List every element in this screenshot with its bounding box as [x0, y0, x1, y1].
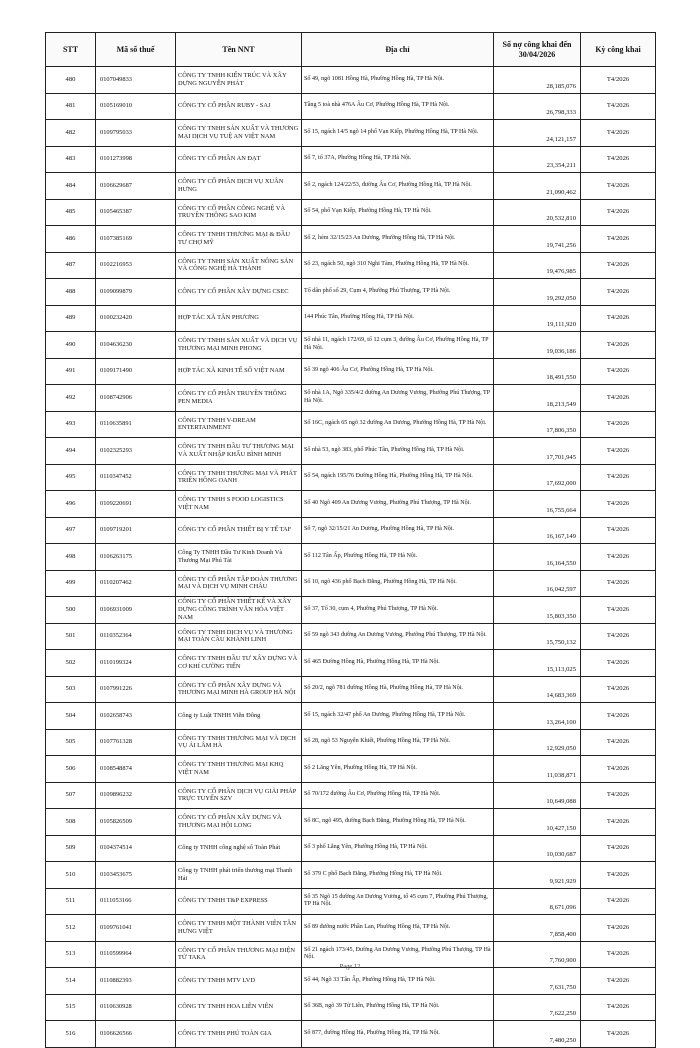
row-stt: 481	[46, 93, 96, 120]
row-disclosure-period: T4/2026	[581, 650, 656, 677]
row-tax-code: 0104636230	[96, 332, 176, 359]
row-disclosure-period: T4/2026	[581, 623, 656, 650]
row-tax-code: 0109795033	[96, 120, 176, 147]
row-disclosure-period: T4/2026	[581, 358, 656, 385]
row-address: Số 8C, ngõ 495, đường Bạch Đằng, Phường Hồng Hà, TP Hà Nội.	[302, 809, 494, 836]
row-disclosure-period: T4/2026	[581, 199, 656, 226]
table-row	[46, 570, 656, 597]
row-tax-code: 0110882393	[96, 968, 176, 995]
table-row	[46, 835, 656, 862]
table-row	[46, 782, 656, 809]
row-debt-amount: 9,921,929	[494, 862, 581, 889]
row-tax-code: 0110635891	[96, 411, 176, 438]
row-disclosure-period: T4/2026	[581, 862, 656, 889]
row-address: Số 3 phố Lăng Yên, Phường Hồng Hà, TP Hà Nội.	[302, 835, 494, 862]
table-header-row	[46, 33, 656, 67]
row-debt-amount: 17,806,350	[494, 411, 581, 438]
row-address: Số nhà 53, ngõ 383, phố Phúc Tân, Phường Hồng Hà, TP Hà Nội.	[302, 438, 494, 465]
row-debt-amount: 16,042,597	[494, 570, 581, 597]
row-taxpayer-name: CÔNG TY CỔ PHẦN XÂY DỰNG VÀ THƯƠNG MẠI HỘI LONG	[176, 809, 302, 836]
row-debt-amount: 15,750,132	[494, 623, 581, 650]
table-row	[46, 93, 656, 120]
table-row	[46, 358, 656, 385]
row-taxpayer-name: CÔNG TY TNHH DỊCH VỤ VÀ THƯƠNG MẠI TOÀN CẦU KHÁNH LINH	[176, 623, 302, 650]
row-address: Số nhà 1A, Ngõ 335/4/2 đường An Dương Vương, Phường Phú Thượng, TP Hà Nội.	[302, 385, 494, 412]
row-debt-amount: 14,683,369	[494, 676, 581, 703]
row-debt-amount: 7,622,250	[494, 994, 581, 1021]
row-disclosure-period: T4/2026	[581, 67, 656, 94]
row-disclosure-period: T4/2026	[581, 915, 656, 942]
row-tax-code: 0105826509	[96, 809, 176, 836]
row-debt-amount: 26,798,333	[494, 93, 581, 120]
row-stt: 515	[46, 994, 96, 1021]
row-taxpayer-name: CÔNG TY TNHH ĐẦU TƯ THƯƠNG MẠI VÀ XUẤT NHẬP KHẨU BÌNH MINH	[176, 438, 302, 465]
row-tax-code: 0110630928	[96, 994, 176, 1021]
row-stt: 494	[46, 438, 96, 465]
row-tax-code: 0108548874	[96, 756, 176, 783]
row-disclosure-period: T4/2026	[581, 385, 656, 412]
row-taxpayer-name: Công Ty TNHH Đầu Tư Kinh Doanh Và Thương Mại Phú Tài	[176, 544, 302, 571]
row-tax-code: 0101273998	[96, 146, 176, 173]
table-row	[46, 809, 656, 836]
row-stt: 505	[46, 729, 96, 756]
row-debt-amount: 19,036,186	[494, 332, 581, 359]
row-tax-code: 0110199324	[96, 650, 176, 677]
row-taxpayer-name: CÔNG TY TNHH THƯƠNG MẠI VÀ PHÁT TRIỂN HỒNG OANH	[176, 464, 302, 491]
row-tax-code: 0109719201	[96, 517, 176, 544]
table-row	[46, 226, 656, 253]
row-disclosure-period: T4/2026	[581, 968, 656, 995]
row-address: Số 37, Tổ 30, cụm 4, Phường Phú Thượng, TP Hà Nội.	[302, 597, 494, 624]
row-disclosure-period: T4/2026	[581, 438, 656, 465]
row-taxpayer-name: CÔNG TY CỔ PHẦN AN ĐẠT	[176, 146, 302, 173]
table-row	[46, 385, 656, 412]
row-stt: 514	[46, 968, 96, 995]
row-taxpayer-name: Công ty TNHH công nghệ số Toàn Phát	[176, 835, 302, 862]
row-stt: 501	[46, 623, 96, 650]
page-footer: Page 12	[339, 963, 361, 970]
table-body	[46, 67, 656, 1048]
row-address: Số 44, Ngõ 33 Tân Ấp, Phường Hồng Hà, TP Hà Nội.	[302, 968, 494, 995]
row-debt-amount: 20,532,810	[494, 199, 581, 226]
row-taxpayer-name: CÔNG TY TNHH MTV LVD	[176, 968, 302, 995]
row-taxpayer-name: CÔNG TY CỔ PHẦN THIẾT BỊ Y TẾ TAF	[176, 517, 302, 544]
row-tax-code: 0110207462	[96, 570, 176, 597]
row-tax-code: 0106629687	[96, 173, 176, 200]
row-stt: 488	[46, 279, 96, 306]
row-debt-amount: 28,185,076	[494, 67, 581, 94]
row-address: Số 16C, ngách 65 ngõ 32 đường An Dương, Phường Hồng Hà, TP Hà Nội.	[302, 411, 494, 438]
row-debt-amount: 10,427,150	[494, 809, 581, 836]
row-disclosure-period: T4/2026	[581, 226, 656, 253]
row-address: Tổ dân phố số 29, Cụm 4, Phường Phú Thượng, TP Hà Nội.	[302, 279, 494, 306]
row-stt: 503	[46, 676, 96, 703]
row-debt-amount: 19,292,050	[494, 279, 581, 306]
row-tax-code: 0109761041	[96, 915, 176, 942]
row-stt: 507	[46, 782, 96, 809]
row-debt-amount: 10,030,687	[494, 835, 581, 862]
row-taxpayer-name: HỢP TÁC XÃ TÂN PHƯƠNG	[176, 305, 302, 332]
row-stt: 506	[46, 756, 96, 783]
row-taxpayer-name: CÔNG TY CỔ PHẦN CÔNG NGHỆ VÀ TRUYỀN THÔNG SAO KIM	[176, 199, 302, 226]
row-address: Số 465 Đường Hồng Hà, Phường Hồng Hà, TP Hà Nội.	[302, 650, 494, 677]
row-disclosure-period: T4/2026	[581, 597, 656, 624]
row-debt-amount: 15,803,350	[494, 597, 581, 624]
row-stt: 500	[46, 597, 96, 624]
row-debt-amount: 18,491,550	[494, 358, 581, 385]
row-address: Số 877, đường Hồng Hà, Phường Hồng Hà, TP Hà Nội.	[302, 1021, 494, 1048]
table-row	[46, 517, 656, 544]
row-disclosure-period: T4/2026	[581, 146, 656, 173]
row-debt-amount: 23,354,211	[494, 146, 581, 173]
row-address: Số 40 Ngõ 409 An Dương Vương, Phường Phú Thượng, TP Hà Nội.	[302, 491, 494, 518]
table-row	[46, 252, 656, 279]
row-debt-amount: 7,480,250	[494, 1021, 581, 1048]
row-disclosure-period: T4/2026	[581, 570, 656, 597]
row-disclosure-period: T4/2026	[581, 782, 656, 809]
header-taxpayer-name: Tên NNT	[176, 33, 302, 67]
row-tax-code: 0111053166	[96, 888, 176, 915]
table-row	[46, 1021, 656, 1048]
row-address: Số 70/172 đường Âu Cơ, Phường Hồng Hà, TP Hà Nội.	[302, 782, 494, 809]
row-tax-code: 0105169010	[96, 93, 176, 120]
row-taxpayer-name: CÔNG TY TNHH HOA LIÊN VIÊN	[176, 994, 302, 1021]
row-taxpayer-name: CÔNG TY TNHH THƯƠNG MẠI & ĐẦU TƯ CHỢ MỸ	[176, 226, 302, 253]
row-stt: 485	[46, 199, 96, 226]
row-tax-code: 0110347452	[96, 464, 176, 491]
row-disclosure-period: T4/2026	[581, 332, 656, 359]
row-debt-amount: 7,760,900	[494, 941, 581, 968]
header-stt: STT	[46, 33, 96, 67]
row-taxpayer-name: CÔNG TY TNHH V-DREAM ENTERTAINMENT	[176, 411, 302, 438]
row-disclosure-period: T4/2026	[581, 252, 656, 279]
row-stt: 512	[46, 915, 96, 942]
row-disclosure-period: T4/2026	[581, 888, 656, 915]
row-stt: 508	[46, 809, 96, 836]
table-row	[46, 623, 656, 650]
header-address: Địa chỉ	[302, 33, 494, 67]
row-disclosure-period: T4/2026	[581, 941, 656, 968]
row-address: Số 54, phố Vạn Kiếp, Phường Hồng Hà, TP Hà Nội.	[302, 199, 494, 226]
row-disclosure-period: T4/2026	[581, 93, 656, 120]
table-row	[46, 305, 656, 332]
row-stt: 482	[46, 120, 96, 147]
row-stt: 496	[46, 491, 96, 518]
row-debt-amount: 19,741,256	[494, 226, 581, 253]
table-row	[46, 968, 656, 995]
table-row	[46, 703, 656, 730]
header-disclosure-period: Kỳ công khai	[581, 33, 656, 67]
row-tax-code: 0102325293	[96, 438, 176, 465]
table-row	[46, 491, 656, 518]
row-debt-amount: 17,692,000	[494, 464, 581, 491]
row-tax-code: 0100232420	[96, 305, 176, 332]
row-debt-amount: 13,264,100	[494, 703, 581, 730]
row-address: 144 Phúc Tân, Phường Hồng Hà, TP Hà Nội.	[302, 305, 494, 332]
row-tax-code: 0107049833	[96, 67, 176, 94]
row-address: Số 15, ngách 14/5 ngõ 14 phố Vạn Kiếp, Phường Hồng Hà, TP Hà Nội.	[302, 120, 494, 147]
row-debt-amount: 19,111,920	[494, 305, 581, 332]
row-address: Số 112 Tân Ấp, Phường Hồng Hà, TP Hà Nội.	[302, 544, 494, 571]
row-address: Tầng 5 toà nhà 476A Âu Cơ, Phường Hồng Hà, TP Hà Nội.	[302, 93, 494, 120]
row-tax-code: 0108742906	[96, 385, 176, 412]
table-row	[46, 888, 656, 915]
row-tax-code: 0102658743	[96, 703, 176, 730]
row-debt-amount: 16,167,149	[494, 517, 581, 544]
header-tax-code: Mã số thuế	[96, 33, 176, 67]
table-row	[46, 146, 656, 173]
row-stt: 480	[46, 67, 96, 94]
row-taxpayer-name: Công ty Luật TNHH Viễn Đông	[176, 703, 302, 730]
row-taxpayer-name: CÔNG TY CỔ PHẦN THIẾT KẾ VÀ XÂY DỰNG CÔNG TRÌNH VĂN HÓA VIỆT NAM	[176, 597, 302, 624]
row-taxpayer-name: CÔNG TY CỔ PHẦN DỊCH VỤ GIẢI PHÁP TRỰC TUYẾN SZV	[176, 782, 302, 809]
row-disclosure-period: T4/2026	[581, 994, 656, 1021]
row-stt: 511	[46, 888, 96, 915]
row-disclosure-period: T4/2026	[581, 544, 656, 571]
row-debt-amount: 11,038,871	[494, 756, 581, 783]
row-taxpayer-name: CÔNG TY TNHH MỘT THÀNH VIÊN TÂN HƯNG VIỆT	[176, 915, 302, 942]
table-row	[46, 279, 656, 306]
row-debt-amount: 15,113,025	[494, 650, 581, 677]
row-tax-code: 0106626566	[96, 1021, 176, 1048]
row-debt-amount: 12,929,050	[494, 729, 581, 756]
row-taxpayer-name: CÔNG TY CỔ PHẦN XÂY DỰNG CSEC	[176, 279, 302, 306]
row-address: Số 2 Lăng Yên, Phường Hồng Hà, TP Hà Nội.	[302, 756, 494, 783]
row-debt-amount: 7,631,750	[494, 968, 581, 995]
row-disclosure-period: T4/2026	[581, 491, 656, 518]
table-row	[46, 67, 656, 94]
row-taxpayer-name: HỢP TÁC XÃ KINH TẾ SỐ VIỆT NAM	[176, 358, 302, 385]
row-address: Số 39 ngõ 406 Âu Cơ, Phường Hồng Hà, TP Hà Nội.	[302, 358, 494, 385]
row-tax-code: 0109171490	[96, 358, 176, 385]
row-address: Số 28, ngõ 53 Nguyễn Khiết, Phường Hồng Hà, TP Hà Nội.	[302, 729, 494, 756]
row-stt: 489	[46, 305, 96, 332]
row-disclosure-period: T4/2026	[581, 305, 656, 332]
row-tax-code: 0107385169	[96, 226, 176, 253]
row-stt: 509	[46, 835, 96, 862]
table-row	[46, 650, 656, 677]
row-taxpayer-name: Công ty TNHH phát triển thương mại Thanh Hải	[176, 862, 302, 889]
header-debt-amount: Số nợ công khai đến 30/04/2026	[494, 33, 581, 67]
row-stt: 510	[46, 862, 96, 889]
row-debt-amount: 17,701,945	[494, 438, 581, 465]
row-taxpayer-name: CÔNG TY CỔ PHẦN TẬP ĐOÀN THƯƠNG MẠI VÀ DỊCH VỤ MINH CHÂU	[176, 570, 302, 597]
row-debt-amount: 7,858,400	[494, 915, 581, 942]
row-address: Số 59 ngõ 343 đường An Dương Vương, Phường Phú Thượng, TP Hà Nội.	[302, 623, 494, 650]
row-address: Số 89 đường nước Phần Lan, Phường Hồng Hà, TP Hà Nội.	[302, 915, 494, 942]
row-stt: 498	[46, 544, 96, 571]
table-row	[46, 199, 656, 226]
row-stt: 491	[46, 358, 96, 385]
row-address: Số 23, ngách 50, ngõ 310 Nghi Tàm, Phường Hồng Hà, TP Hà Nội.	[302, 252, 494, 279]
row-stt: 483	[46, 146, 96, 173]
row-address: Số 20/2, ngõ 781 đường Hồng Hà, Phường Hồng Hà, TP Hà Nội.	[302, 676, 494, 703]
row-address: Số 36B, ngõ 39 Từ Liên, Phường Hồng Hà, TP Hà Nội.	[302, 994, 494, 1021]
row-debt-amount: 19,476,985	[494, 252, 581, 279]
table-row	[46, 332, 656, 359]
row-address: Số 15, ngách 32/47 phố An Dương, Phường Hồng Hà, TP Hà Nội.	[302, 703, 494, 730]
row-tax-code: 0105465387	[96, 199, 176, 226]
row-disclosure-period: T4/2026	[581, 279, 656, 306]
row-disclosure-period: T4/2026	[581, 703, 656, 730]
row-tax-code: 0110352364	[96, 623, 176, 650]
table-row	[46, 464, 656, 491]
row-stt: 493	[46, 411, 96, 438]
row-stt: 492	[46, 385, 96, 412]
row-tax-code: 0109220691	[96, 491, 176, 518]
row-stt: 497	[46, 517, 96, 544]
row-debt-amount: 16,755,664	[494, 491, 581, 518]
row-disclosure-period: T4/2026	[581, 1021, 656, 1048]
row-stt: 502	[46, 650, 96, 677]
table-row	[46, 544, 656, 571]
row-taxpayer-name: CÔNG TY CỔ PHẦN DỊCH VỤ XUÂN HƯNG	[176, 173, 302, 200]
row-address: Số 35 Ngõ 15 đường An Dương Vương, tổ 45 cụm 7, Phường Phú Thượng, TP Hà Nội.	[302, 888, 494, 915]
row-stt: 495	[46, 464, 96, 491]
row-taxpayer-name: CÔNG TY CỔ PHẦN THƯƠNG MẠI ĐIỆN TỬ TAKA	[176, 941, 302, 968]
row-tax-code: 0109896232	[96, 782, 176, 809]
row-stt: 499	[46, 570, 96, 597]
row-disclosure-period: T4/2026	[581, 835, 656, 862]
table-row	[46, 915, 656, 942]
row-tax-code: 0103453675	[96, 862, 176, 889]
row-debt-amount: 10,649,088	[494, 782, 581, 809]
row-disclosure-period: T4/2026	[581, 517, 656, 544]
row-debt-amount: 18,213,549	[494, 385, 581, 412]
table-row	[46, 173, 656, 200]
table-row	[46, 756, 656, 783]
row-stt: 490	[46, 332, 96, 359]
row-tax-code: 0106931009	[96, 597, 176, 624]
row-address: Số 21 ngách 173/45, Đường An Dương Vương, Phường Phú Thượng, TP Hà Nội.	[302, 941, 494, 968]
row-taxpayer-name: CÔNG TY TNHH SẢN XUẤT VÀ DỊCH VỤ THƯƠNG MẠI MINH PHONG	[176, 332, 302, 359]
row-disclosure-period: T4/2026	[581, 120, 656, 147]
row-disclosure-period: T4/2026	[581, 729, 656, 756]
table-row	[46, 597, 656, 624]
row-debt-amount: 16,164,550	[494, 544, 581, 571]
row-taxpayer-name: CÔNG TY CỔ PHẦN TRUYỀN THÔNG PEN MEDIA	[176, 385, 302, 412]
row-tax-code: 0107991226	[96, 676, 176, 703]
row-taxpayer-name: CÔNG TY CỔ PHẦN XÂY DỰNG VÀ THƯƠNG MẠI MINH HÀ GROUP HÀ NỘI	[176, 676, 302, 703]
row-address: Số 7, ngõ 32/15/21 An Dương, Phường Hồng Hà, TP Hà Nội.	[302, 517, 494, 544]
row-taxpayer-name: CÔNG TY TNHH ĐẦU TƯ XÂY DỰNG VÀ CƠ KHÍ CƯỜNG TIẾN	[176, 650, 302, 677]
row-address: Số 2, ngách 124/22/53, đường Âu Cơ, Phường Hồng Hà, TP Hà Nội.	[302, 173, 494, 200]
table-row	[46, 729, 656, 756]
row-debt-amount: 8,671,096	[494, 888, 581, 915]
row-stt: 516	[46, 1021, 96, 1048]
row-stt: 484	[46, 173, 96, 200]
row-taxpayer-name: CÔNG TY TNHH S FOOD LOGISTICS VIỆT NAM	[176, 491, 302, 518]
row-tax-code: 0110599964	[96, 941, 176, 968]
table-row	[46, 862, 656, 889]
row-tax-code: 0107761328	[96, 729, 176, 756]
row-address: Số 2, hẻm 32/15/23 An Dương, Phường Hồng Hà, TP Hà Nội.	[302, 226, 494, 253]
row-stt: 486	[46, 226, 96, 253]
row-disclosure-period: T4/2026	[581, 173, 656, 200]
row-taxpayer-name: CÔNG TY TNHH T&P EXPRESS	[176, 888, 302, 915]
row-address: Số 49, ngõ 1081 Hồng Hà, Phường Hồng Hà, TP Hà Nội.	[302, 67, 494, 94]
tax-debt-table	[45, 32, 656, 1048]
row-tax-code: 0106263175	[96, 544, 176, 571]
row-disclosure-period: T4/2026	[581, 809, 656, 836]
row-debt-amount: 24,121,157	[494, 120, 581, 147]
row-tax-code: 0109099879	[96, 279, 176, 306]
row-disclosure-period: T4/2026	[581, 411, 656, 438]
row-stt: 487	[46, 252, 96, 279]
document-sheet	[45, 32, 655, 1048]
table-row	[46, 994, 656, 1021]
row-address: Số 379 C phố Bạch Đằng, Phường Hồng Hà, TP Hà Nội.	[302, 862, 494, 889]
row-stt: 504	[46, 703, 96, 730]
row-taxpayer-name: CÔNG TY CỔ PHẦN RUBY - SAJ	[176, 93, 302, 120]
row-taxpayer-name: CÔNG TY TNHH SẢN XUẤT NÔNG SẢN VÀ CÔNG NGHỆ HÀ THÀNH	[176, 252, 302, 279]
table-row	[46, 120, 656, 147]
row-disclosure-period: T4/2026	[581, 676, 656, 703]
row-debt-amount: 21,090,462	[494, 173, 581, 200]
row-address: Số 54, ngách 195/76 Đường Hồng Hà, Phường Hồng Hà, TP Hà Nội.	[302, 464, 494, 491]
row-taxpayer-name: CÔNG TY TNHH THƯƠNG MẠI VÀ DỊCH VỤ ÁI LÂM HÀ	[176, 729, 302, 756]
table-row	[46, 411, 656, 438]
row-address: Số 10, ngõ 436 phố Bạch Đằng, Phường Hồng Hà, TP Hà Nội.	[302, 570, 494, 597]
row-taxpayer-name: CÔNG TY TNHH KIẾN TRÚC VÀ XÂY DỰNG NGUYỄN PHÁT	[176, 67, 302, 94]
row-taxpayer-name: CÔNG TY TNHH PHÚ TOÀN GIA	[176, 1021, 302, 1048]
row-tax-code: 0102216953	[96, 252, 176, 279]
row-taxpayer-name: CÔNG TY TNHH THƯƠNG MẠI KHQ VIỆT NAM	[176, 756, 302, 783]
row-address: Số nhà 11, ngách 172/69, tổ 12 cụm 3, đường Âu Cơ, Phường Hồng Hà, TP Hà Nội.	[302, 332, 494, 359]
row-stt: 513	[46, 941, 96, 968]
row-address: Số 7, tổ 37A, Phường Hồng Hà, TP Hà Nội.	[302, 146, 494, 173]
table-row	[46, 676, 656, 703]
row-tax-code: 0104374514	[96, 835, 176, 862]
row-taxpayer-name: CÔNG TY TNHH SẢN XUẤT VÀ THƯƠNG MẠI DỊCH VỤ TUỆ AN VIỆT NAM	[176, 120, 302, 147]
table-row	[46, 438, 656, 465]
row-disclosure-period: T4/2026	[581, 464, 656, 491]
row-disclosure-period: T4/2026	[581, 756, 656, 783]
